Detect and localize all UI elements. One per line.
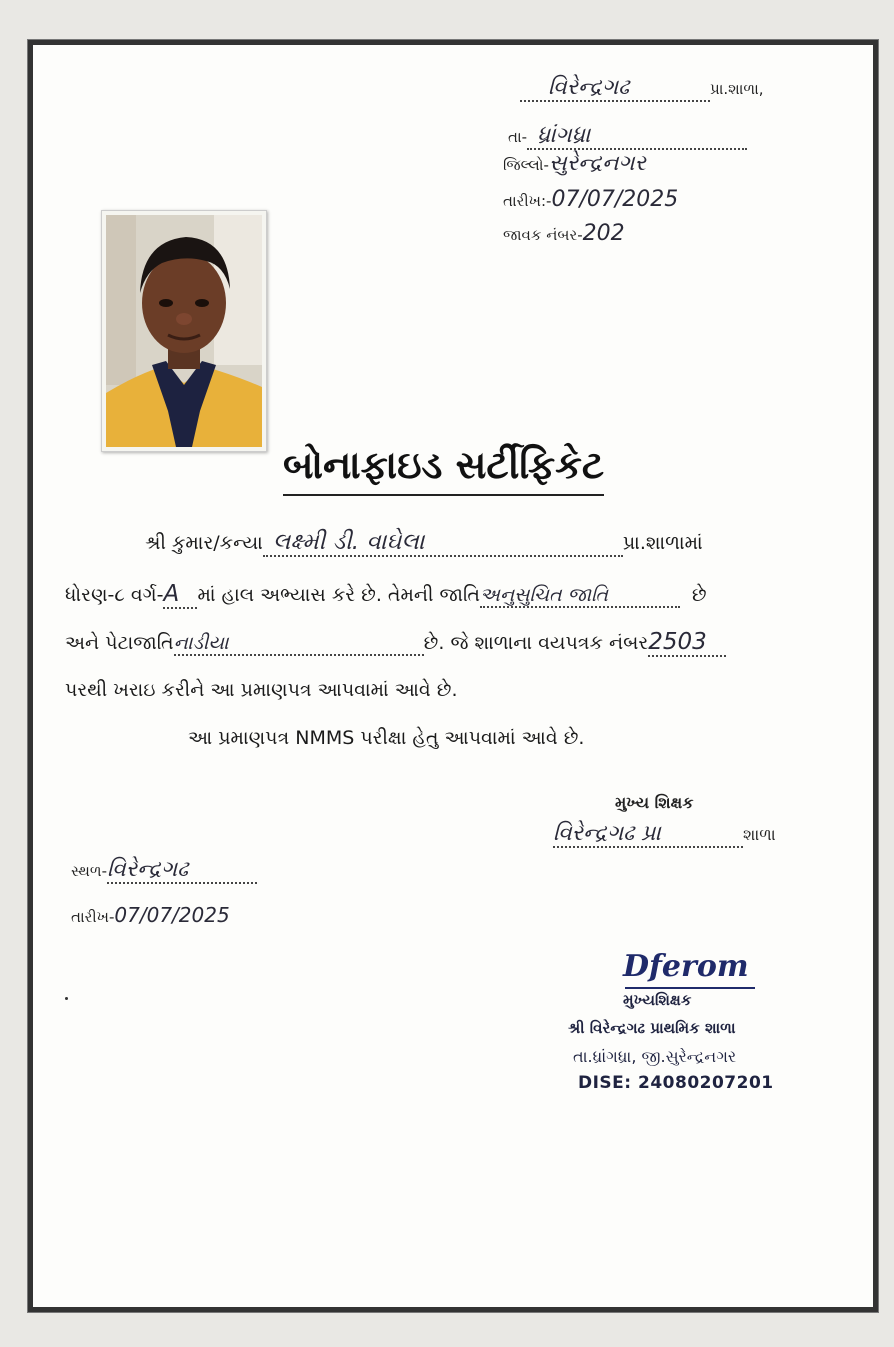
student-caste: અનુસુચિત જાતિ [479, 584, 609, 606]
body-line-1 [145, 529, 703, 557]
certificate-page [28, 40, 878, 1312]
student-division: A [163, 581, 180, 607]
header-taluka-label: તા- [508, 128, 528, 146]
body-line-5: આ પ્રમાણપત્ર NMMS પરીક્ષા હેતુ આપવામાં આવે છે. [188, 727, 585, 749]
body-line-4: પરથી ખરાઇ કરીને આ પ્રમાણપત્ર આપવામાં આવે છે. [65, 679, 458, 701]
place-line [71, 857, 257, 884]
body-line3-mid: છે. જે શાળાના વયપત્રક નંબર [423, 632, 649, 654]
stray-mark [65, 997, 68, 1000]
place-date-line [71, 903, 230, 927]
stamp-dise: DISE: 24080207201 [578, 1073, 774, 1093]
header-school-line [520, 75, 764, 102]
body-line-3 [65, 629, 726, 657]
body-line2-prefix: ધોરણ-૮ વર્ગ- [65, 584, 164, 606]
header-date-line [503, 187, 678, 212]
header-date-value: 07/07/2025 [551, 187, 679, 212]
signature-underline [625, 987, 755, 989]
certificate-title: બોનાફાઇડ સર્ટીફિકેટ [283, 443, 604, 496]
stamp-address: તા.ધ્રાંગધ્રા, જી.સુરેન્દ્રનગર [573, 1047, 737, 1066]
body-line1-suffix: પ્રા.શાળામાં [622, 532, 703, 554]
header-date-label: તારીખ:- [503, 192, 552, 210]
place-label: સ્થળ- [71, 862, 108, 880]
header-school-name: વિરેન્દ્રગઢ [548, 75, 630, 100]
place-date-value: 07/07/2025 [114, 903, 230, 927]
student-photo-image [106, 215, 262, 447]
body-line3-prefix: અને પેટાજાતિ [65, 632, 174, 654]
header-outward-line [503, 221, 625, 246]
header-district-label: જિલ્લો- [503, 156, 549, 174]
header-outward-label: જાવક નંબર- [503, 226, 583, 244]
headmaster-label: મુખ્ય શિક્ષક [615, 793, 694, 812]
header-taluka-line [508, 123, 747, 150]
student-photo [101, 210, 267, 452]
header-outward-value: 202 [582, 221, 625, 246]
stamp-school: શ્રી વિરેન્દ્રગઢ પ્રાથમિક શાળા [568, 1019, 736, 1037]
body-line2-mid: માં હાલ અભ્યાસ કરે છે. તેમની જાતિ [197, 584, 480, 606]
body-line1-prefix: શ્રી કુમાર/કન્યા [145, 532, 263, 554]
header-school-suffix: પ્રા.શાળા, [710, 80, 764, 98]
student-subcaste: નાડીયા [173, 632, 229, 654]
header-district-value: સુરેન્દ્રનગર [548, 151, 646, 176]
place-value: વિરેન્દ્રગઢ [107, 857, 189, 882]
header-district-line [503, 151, 646, 176]
register-number: 2503 [648, 629, 707, 655]
place-date-label: તારીખ- [71, 908, 115, 926]
headmaster-school: વિરેન્દ્રગઢ પ્રા [553, 821, 661, 846]
headmaster-school-suffix: શાળા [743, 825, 776, 844]
stamp-designation: મુખ્યશિક્ષક [623, 991, 692, 1009]
headmaster-school-line [553, 821, 776, 848]
student-name: લક્ષ્મી ડી. વાઘેલા [272, 529, 425, 555]
signature: Dferom [623, 949, 749, 984]
body-line-2 [65, 581, 707, 609]
header-taluka-value: ધ્રાંગધ્રા [537, 123, 591, 148]
body-line2-suffix: છે [691, 584, 707, 606]
